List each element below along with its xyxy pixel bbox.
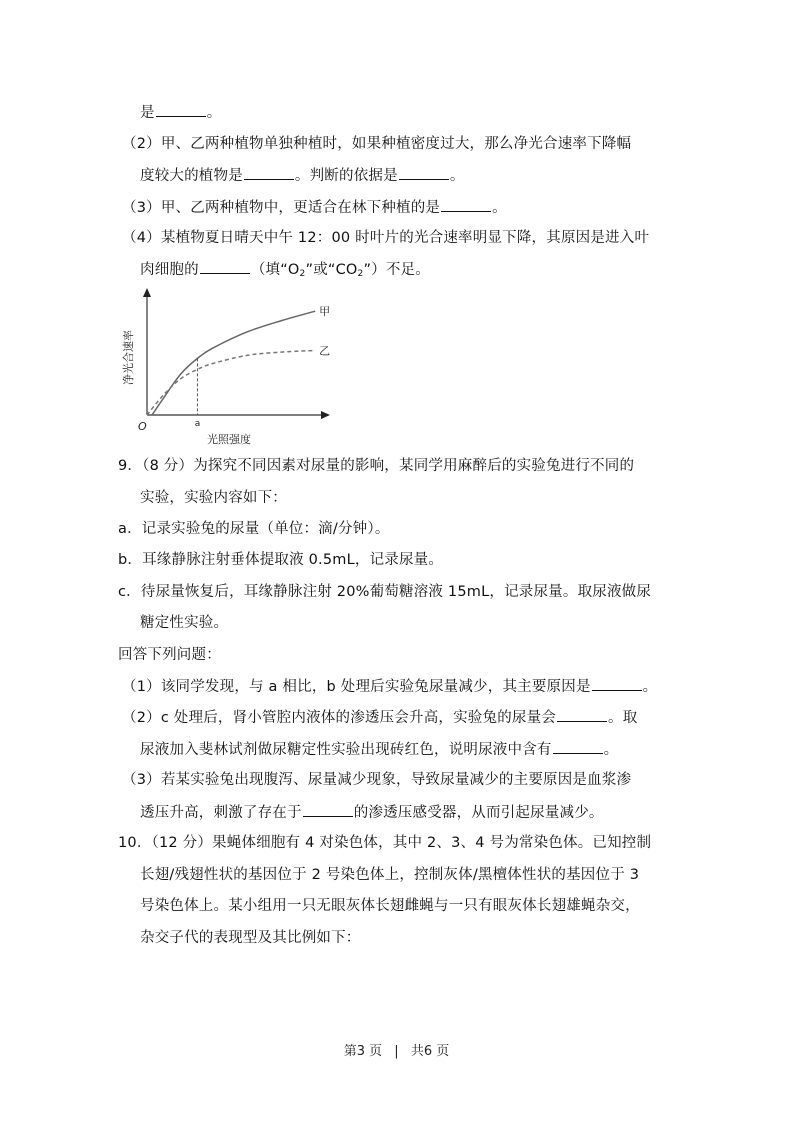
question-10-line-2: 长翅/残翅性状的基因位于 2 号染色体上，控制灰体/黑檀体性状的基因位于 3 <box>140 867 640 883</box>
step-b: b．耳缘静脉注射垂体提取液 0.5mL，记录尿量。 <box>118 552 444 568</box>
page-number: 第3 页 <box>343 1044 383 1059</box>
text: 。 <box>642 679 658 695</box>
series-label-yi: 乙 <box>319 344 331 358</box>
series-line-jia <box>152 311 315 415</box>
step-c-line-2: 糖定性实验。 <box>140 615 229 631</box>
text: 是 <box>140 105 155 121</box>
question-9-3-line-2 <box>140 802 604 823</box>
page-total: 共6 页 <box>410 1044 450 1059</box>
text: 肉细胞的 <box>140 262 199 278</box>
text: 尿液加入斐林试剂做尿糖定性实验出现砖红色，说明尿液中含有 <box>140 742 552 758</box>
subscript: 2 <box>357 269 364 279</box>
text: （3）甲、乙两种植物中，更适合在林下种植的是 <box>122 200 441 216</box>
series-label-jia: 甲 <box>319 305 331 319</box>
answer-blank <box>399 165 449 180</box>
answer-blank <box>592 676 642 691</box>
step-c-line-1: c．待尿量恢复后，耳缘静脉注射 20%葡萄糖溶液 15mL，记录尿量。取尿液做尿 <box>118 584 652 600</box>
answer-blank <box>553 739 603 754</box>
answer-blank <box>200 259 250 274</box>
subscript: 2 <box>299 269 306 279</box>
photosynthesis-chart <box>112 285 352 450</box>
answer-blank <box>244 165 294 180</box>
text: 。取 <box>608 710 638 726</box>
x-axis-label: 光照强度 <box>207 433 251 446</box>
text-line <box>140 102 221 123</box>
question-9-line-2: 实验，实验内容如下： <box>140 490 287 506</box>
text: 。 <box>449 168 465 184</box>
step-a: a．记录实验兔的尿量（单位：滴/分钟）。 <box>118 521 390 537</box>
text: （1）该同学发现，与 a 相比，b 处理后实验兔尿量减少，其主要原因是 <box>122 679 591 695</box>
text: （2）c 处理后，肾小管腔内液体的渗透压会升高，实验兔的尿量会 <box>122 710 557 726</box>
text: ”或“CO <box>305 262 358 278</box>
text: 。 <box>603 742 619 758</box>
question-2-line-1: （2）甲、乙两种植物单独种植时，如果种植密度过大，那么净光合速率下降幅 <box>122 136 632 152</box>
footer-separator: | <box>394 1044 399 1059</box>
text: ”）不足。 <box>363 262 430 278</box>
text: 。 <box>206 105 222 121</box>
answer-blank <box>557 707 607 722</box>
y-axis-label: 净光合速率 <box>122 330 135 385</box>
question-9-2-line-2 <box>140 739 618 760</box>
text: 的渗透压感受器，从而引起尿量减少。 <box>353 805 604 821</box>
y-axis-arrow <box>143 288 151 297</box>
question-9-line-1: 9．（8 分）为探究不同因素对尿量的影响，某同学用麻醉后的实验兔进行不同的 <box>118 458 635 474</box>
question-2-line-2 <box>140 165 465 186</box>
question-10-line-4: 杂交子代的表现型及其比例如下： <box>140 930 361 946</box>
question-4-line-2 <box>140 259 430 284</box>
text: 度较大的植物是 <box>140 168 243 184</box>
question-10-line-3: 号染色体上。某小组用一只无眼灰体长翅雌蝇与一只有眼灰体长翅雄蝇杂交， <box>140 898 640 914</box>
x-tick-label: a <box>194 419 201 429</box>
series-line-yi <box>147 350 315 415</box>
question-9-3-line-1: （3）若某实验兔出现腹泻、尿量减少现象，导致尿量减少的主要原因是血浆渗 <box>122 772 632 788</box>
question-9-2-line-1 <box>122 707 637 728</box>
question-3-line <box>122 197 507 218</box>
question-4-line-1: （4）某植物夏日晴天中午 12：00 时叶片的光合速率明显下降，其原因是进入叶 <box>122 230 650 246</box>
answer-blank <box>441 197 491 212</box>
answer-blank <box>303 802 353 817</box>
answer-blank <box>156 102 206 117</box>
text: 。判断的依据是 <box>294 168 398 184</box>
text: 透压升高，刺激了存在于 <box>140 805 302 821</box>
text: 。 <box>492 200 507 216</box>
question-9-1 <box>122 676 657 697</box>
origin-label: O <box>138 420 147 433</box>
text: （填“O <box>250 262 300 278</box>
page-footer <box>0 1040 793 1059</box>
answer-prompt: 回答下列问题： <box>118 647 221 663</box>
x-axis-arrow <box>321 411 330 419</box>
question-10-line-1: 10．（12 分）果蝇体细胞有 4 对染色体，其中 2、3、4 号为常染色体。已知控制 <box>118 835 652 851</box>
